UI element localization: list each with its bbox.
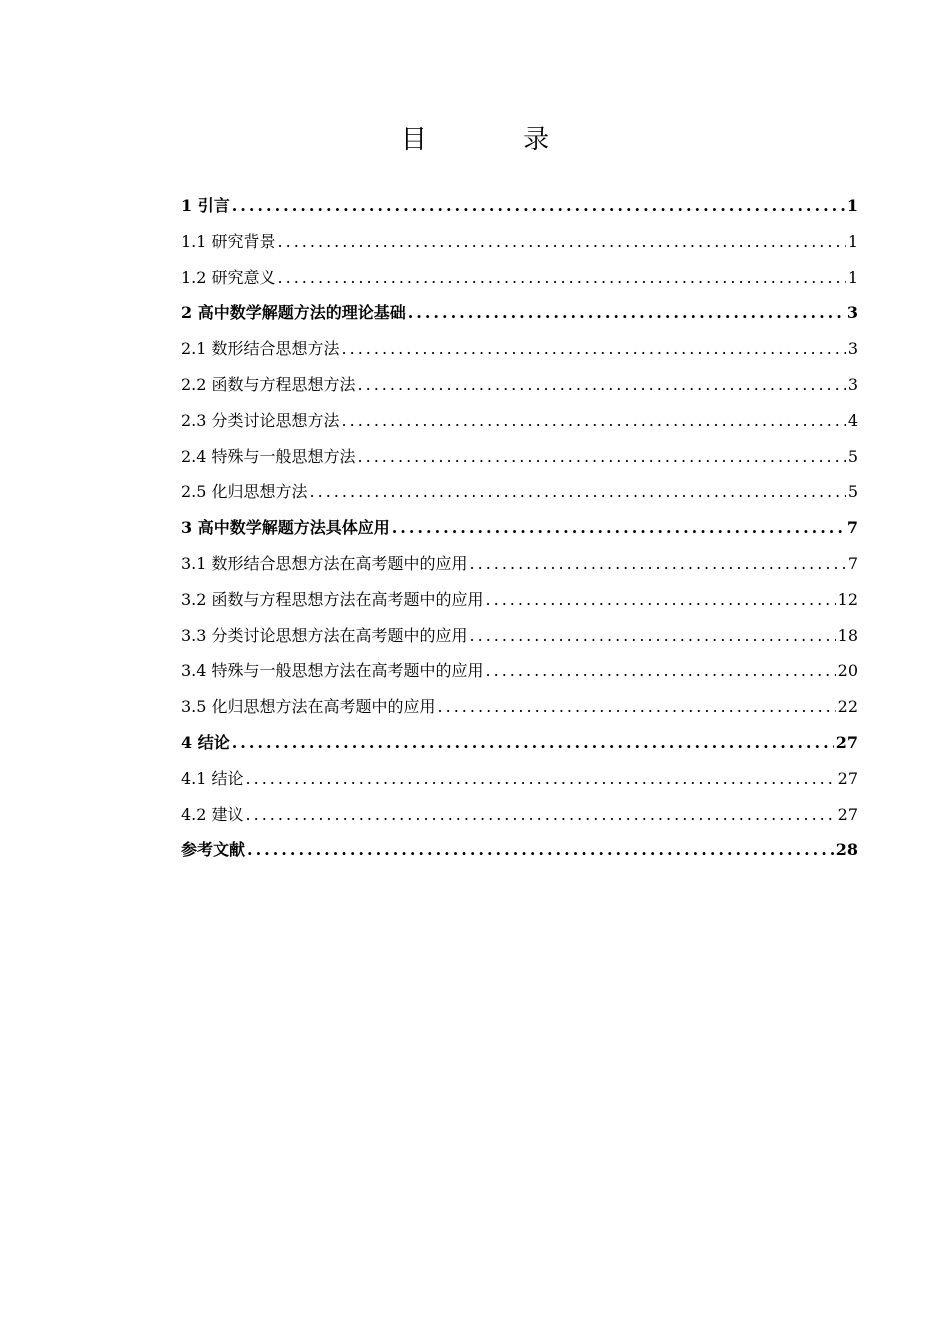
toc-entry-title: 1 引言 — [181, 196, 230, 215]
toc-dot-leader — [408, 295, 845, 331]
toc-page-number: 7 — [847, 553, 858, 573]
toc-dot-leader — [342, 403, 846, 439]
toc-page-number: 28 — [835, 840, 858, 860]
toc-page-number: 18 — [837, 625, 858, 645]
toc-entry-title: 2.1 数形结合思想方法 — [181, 339, 340, 359]
toc-entry-section[interactable] — [181, 224, 858, 260]
toc-dot-leader — [310, 474, 846, 510]
toc-page-number: 3 — [847, 374, 858, 394]
toc-page-number: 4 — [847, 410, 858, 430]
toc-page-number: 5 — [847, 446, 858, 466]
toc-entry-title: 4.2 建议 — [181, 804, 244, 824]
toc-entry-title: 1.1 研究背景 — [181, 231, 276, 251]
toc-entry-section[interactable] — [181, 474, 858, 510]
toc-entry-chapter[interactable] — [181, 725, 858, 761]
toc-page-number: 1 — [846, 196, 858, 215]
toc-entry-title: 4.1 结论 — [181, 768, 244, 788]
toc-dot-leader — [278, 224, 846, 260]
toc-page-number: 1 — [847, 267, 858, 287]
toc-page-number: 5 — [847, 482, 858, 502]
toc-page-number: 3 — [847, 339, 858, 359]
toc-dot-leader — [246, 761, 836, 797]
toc-dot-leader — [247, 832, 834, 868]
toc-entry-chapter[interactable] — [181, 295, 858, 331]
toc-entry-title: 4 结论 — [181, 732, 230, 752]
toc-entry-title: 3.1 数形结合思想方法在高考题中的应用 — [181, 553, 468, 573]
toc-dot-leader — [232, 188, 845, 224]
toc-entry-chapter[interactable] — [181, 832, 858, 868]
toc-entry-section[interactable] — [181, 761, 858, 797]
toc-entry-title: 3 高中数学解题方法具体应用 — [181, 518, 390, 538]
toc-page-number: 20 — [837, 661, 858, 681]
page-title: 目 录 — [400, 125, 594, 155]
toc-entry-section[interactable] — [181, 797, 858, 833]
toc-page-number: 22 — [837, 697, 858, 717]
toc-entry-title: 3.4 特殊与一般思想方法在高考题中的应用 — [181, 661, 484, 681]
toc-entry-title: 2.4 特殊与一般思想方法 — [181, 446, 356, 466]
table-of-contents — [181, 188, 858, 868]
toc-dot-leader — [232, 725, 834, 761]
toc-entry-chapter[interactable] — [181, 188, 858, 224]
toc-entry-section[interactable] — [181, 367, 858, 403]
toc-dot-leader — [246, 797, 836, 833]
toc-dot-leader — [486, 582, 836, 618]
toc-entry-title: 3.2 函数与方程思想方法在高考题中的应用 — [181, 589, 484, 609]
toc-entry-section[interactable] — [181, 439, 858, 475]
toc-entry-section[interactable] — [181, 546, 858, 582]
toc-entry-chapter[interactable] — [181, 510, 858, 546]
toc-dot-leader — [358, 367, 846, 403]
toc-entry-title: 2.3 分类讨论思想方法 — [181, 410, 340, 430]
toc-page-number: 7 — [846, 518, 858, 538]
toc-entry-title: 3.3 分类讨论思想方法在高考题中的应用 — [181, 625, 468, 645]
toc-entry-section[interactable] — [181, 582, 858, 618]
toc-entry-title: 2.5 化归思想方法 — [181, 482, 308, 502]
toc-entry-section[interactable] — [181, 653, 858, 689]
toc-page-number: 27 — [837, 768, 858, 788]
toc-page-number: 1 — [847, 231, 858, 251]
toc-dot-leader — [358, 439, 846, 475]
toc-dot-leader — [342, 331, 846, 367]
toc-entry-title: 参考文献 — [181, 840, 246, 860]
toc-dot-leader — [392, 510, 845, 546]
toc-page-number: 12 — [837, 589, 858, 609]
toc-entry-section[interactable] — [181, 260, 858, 296]
toc-entry-title: 2 高中数学解题方法的理论基础 — [181, 303, 406, 323]
toc-entry-title: 1.2 研究意义 — [181, 267, 276, 287]
toc-page-number: 3 — [846, 303, 858, 323]
toc-dot-leader — [470, 546, 846, 582]
toc-dot-leader — [486, 653, 836, 689]
toc-dot-leader — [470, 618, 836, 654]
toc-entry-section[interactable] — [181, 618, 858, 654]
toc-dot-leader — [438, 689, 836, 725]
toc-dot-leader — [278, 260, 846, 296]
toc-page-number: 27 — [835, 732, 858, 752]
toc-entry-title: 2.2 函数与方程思想方法 — [181, 374, 356, 394]
toc-entry-section[interactable] — [181, 403, 858, 439]
toc-entry-section[interactable] — [181, 689, 858, 725]
toc-entry-title: 3.5 化归思想方法在高考题中的应用 — [181, 697, 436, 717]
toc-entry-section[interactable] — [181, 331, 858, 367]
toc-page-number: 27 — [837, 804, 858, 824]
